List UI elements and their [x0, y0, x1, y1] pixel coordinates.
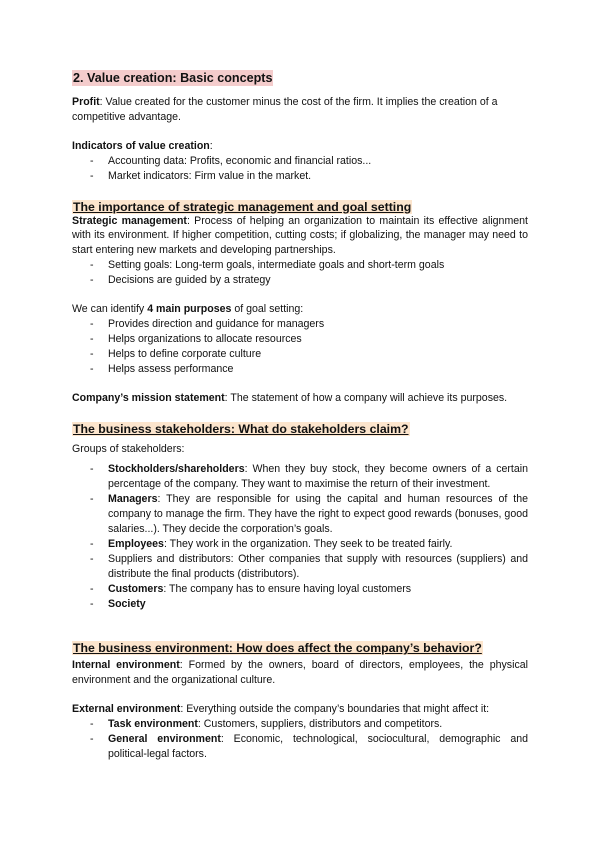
stakeholders-intro: Groups of stakeholders: [72, 442, 185, 455]
list-item-text: Helps assess performance [108, 362, 234, 375]
list-item-text: Provides direction and guidance for managers [108, 317, 325, 330]
list-item-text: Market indicators: Firm value in the market. [108, 169, 312, 182]
environment-term: General environment [108, 733, 221, 746]
list-item-text: Decisions are guided by a strategy [108, 274, 271, 287]
list-item [72, 597, 528, 612]
list-item [72, 258, 528, 273]
environment-text: : Economic, technological, sociocultural, demographic and political-legal factors. [108, 733, 528, 760]
internal-environment-term: Internal environment [72, 659, 180, 672]
stakeholder-text: : The company has to ensure having loyal customers [163, 582, 412, 595]
document-content [72, 70, 528, 762]
indicators-term: Indicators of value creation [72, 139, 210, 152]
strategic-management-paragraph [72, 214, 528, 259]
indicators-list [72, 154, 528, 184]
list-item [72, 462, 528, 492]
dash-bullet: - [90, 362, 94, 375]
list-item [72, 154, 528, 169]
dash-bullet: - [90, 332, 94, 345]
list-item [72, 332, 528, 347]
dash-bullet: - [90, 597, 94, 610]
stakeholder-term: Stockholders/shareholders [108, 463, 245, 476]
stakeholders-list [72, 462, 528, 611]
section-title-business-environment: The business environment: How does affect the company’s behavior? [73, 641, 482, 656]
list-item [72, 347, 528, 362]
external-environment-text: : Everything outside the company’s boundaries that might affect it: [180, 703, 490, 716]
internal-environment-text: : Formed by the owners, board of directors, employees, the physical environment and the organizational culture. [72, 659, 528, 687]
stakeholder-text: : They work in the organization. They seek to be treated fairly. [163, 537, 453, 550]
indicators-heading [72, 139, 528, 154]
purposes-pre: We can identify [72, 303, 148, 316]
stakeholder-term: Society [108, 597, 146, 610]
dash-bullet: - [90, 259, 94, 272]
environment-term: Task environment [108, 718, 198, 731]
list-item [72, 492, 528, 537]
profit-term: Profit [72, 96, 100, 108]
dash-bullet: - [90, 552, 94, 565]
stakeholder-text: : When they buy stock, they become owners of a certain percentage of the company. They want to maximise the return of their investment. [108, 463, 528, 491]
list-item-text: Accounting data: Profits, economic and financial ratios... [108, 154, 372, 167]
dash-bullet: - [90, 493, 94, 506]
list-item-text: Setting goals: Long-term goals, intermediate goals and short-term goals [108, 259, 445, 272]
stakeholder-term: Employees [108, 537, 164, 550]
strategic-management-term: Strategic management [72, 214, 187, 227]
dash-bullet: - [90, 537, 94, 550]
dash-bullet: - [90, 347, 94, 360]
purposes-post: of goal setting: [231, 303, 304, 316]
list-item [72, 552, 528, 582]
mission-statement-term: Company’s mission statement [72, 391, 225, 404]
external-environment-list [72, 717, 528, 762]
list-item [72, 169, 528, 184]
purposes-intro [72, 302, 528, 317]
list-item [72, 582, 528, 597]
dash-bullet: - [90, 718, 94, 731]
profit-paragraph [72, 95, 528, 125]
indicators-colon: : [209, 139, 213, 152]
purposes-bold: 4 main purposes [147, 303, 232, 316]
stakeholder-text: Suppliers and distributors: Other companies that supply with resources (suppliers) and distribute the final products (distributors). [108, 552, 528, 580]
dash-bullet: - [90, 274, 94, 287]
purposes-list [72, 317, 528, 377]
list-item-text: Helps organizations to allocate resources [108, 332, 302, 345]
dash-bullet: - [90, 733, 94, 746]
list-item [72, 317, 528, 332]
goals-list [72, 258, 528, 288]
dash-bullet: - [90, 169, 94, 182]
external-environment-paragraph [72, 702, 528, 717]
dash-bullet: - [90, 463, 94, 476]
list-item [72, 717, 528, 732]
strategic-management-text: : Process of helping an organization to maintain its effective alignment with its environment. If higher competition, cutting costs; if globalizing, the manager may need to start entering new markets and developing partnerships. [72, 214, 529, 257]
environment-text: : Customers, suppliers, distributors and competitors. [197, 718, 443, 731]
mission-statement-paragraph [72, 391, 528, 406]
list-item [72, 537, 528, 552]
stakeholder-term: Managers [108, 493, 158, 506]
stakeholder-term: Customers [108, 582, 164, 595]
internal-environment-paragraph [72, 658, 528, 688]
list-item [72, 732, 528, 762]
section-title-value-creation: 2. Value creation: Basic concepts [73, 71, 273, 85]
profit-text: : Value created for the customer minus the cost of the firm. It implies the creation of a competitive advantage. [72, 96, 498, 123]
dash-bullet: - [90, 582, 94, 595]
section-title-stakeholders: The business stakeholders: What do stakeholders claim? [73, 421, 409, 436]
dash-bullet: - [90, 154, 94, 167]
list-item [72, 273, 528, 288]
list-item-text: Helps to define corporate culture [108, 347, 262, 360]
dash-bullet: - [90, 317, 94, 330]
stakeholder-text: : They are responsible for using the capital and human resources of the company to manage the firm. They have the right to expect good rewards (bonuses, good salaries...). They decide the corporation’s goals. [108, 493, 528, 536]
section-title-strategic-management: The importance of strategic management and goal setting [73, 199, 412, 214]
external-environment-term: External environment [72, 703, 181, 716]
mission-statement-text: : The statement of how a company will achieve its purposes. [224, 391, 508, 404]
list-item [72, 362, 528, 377]
